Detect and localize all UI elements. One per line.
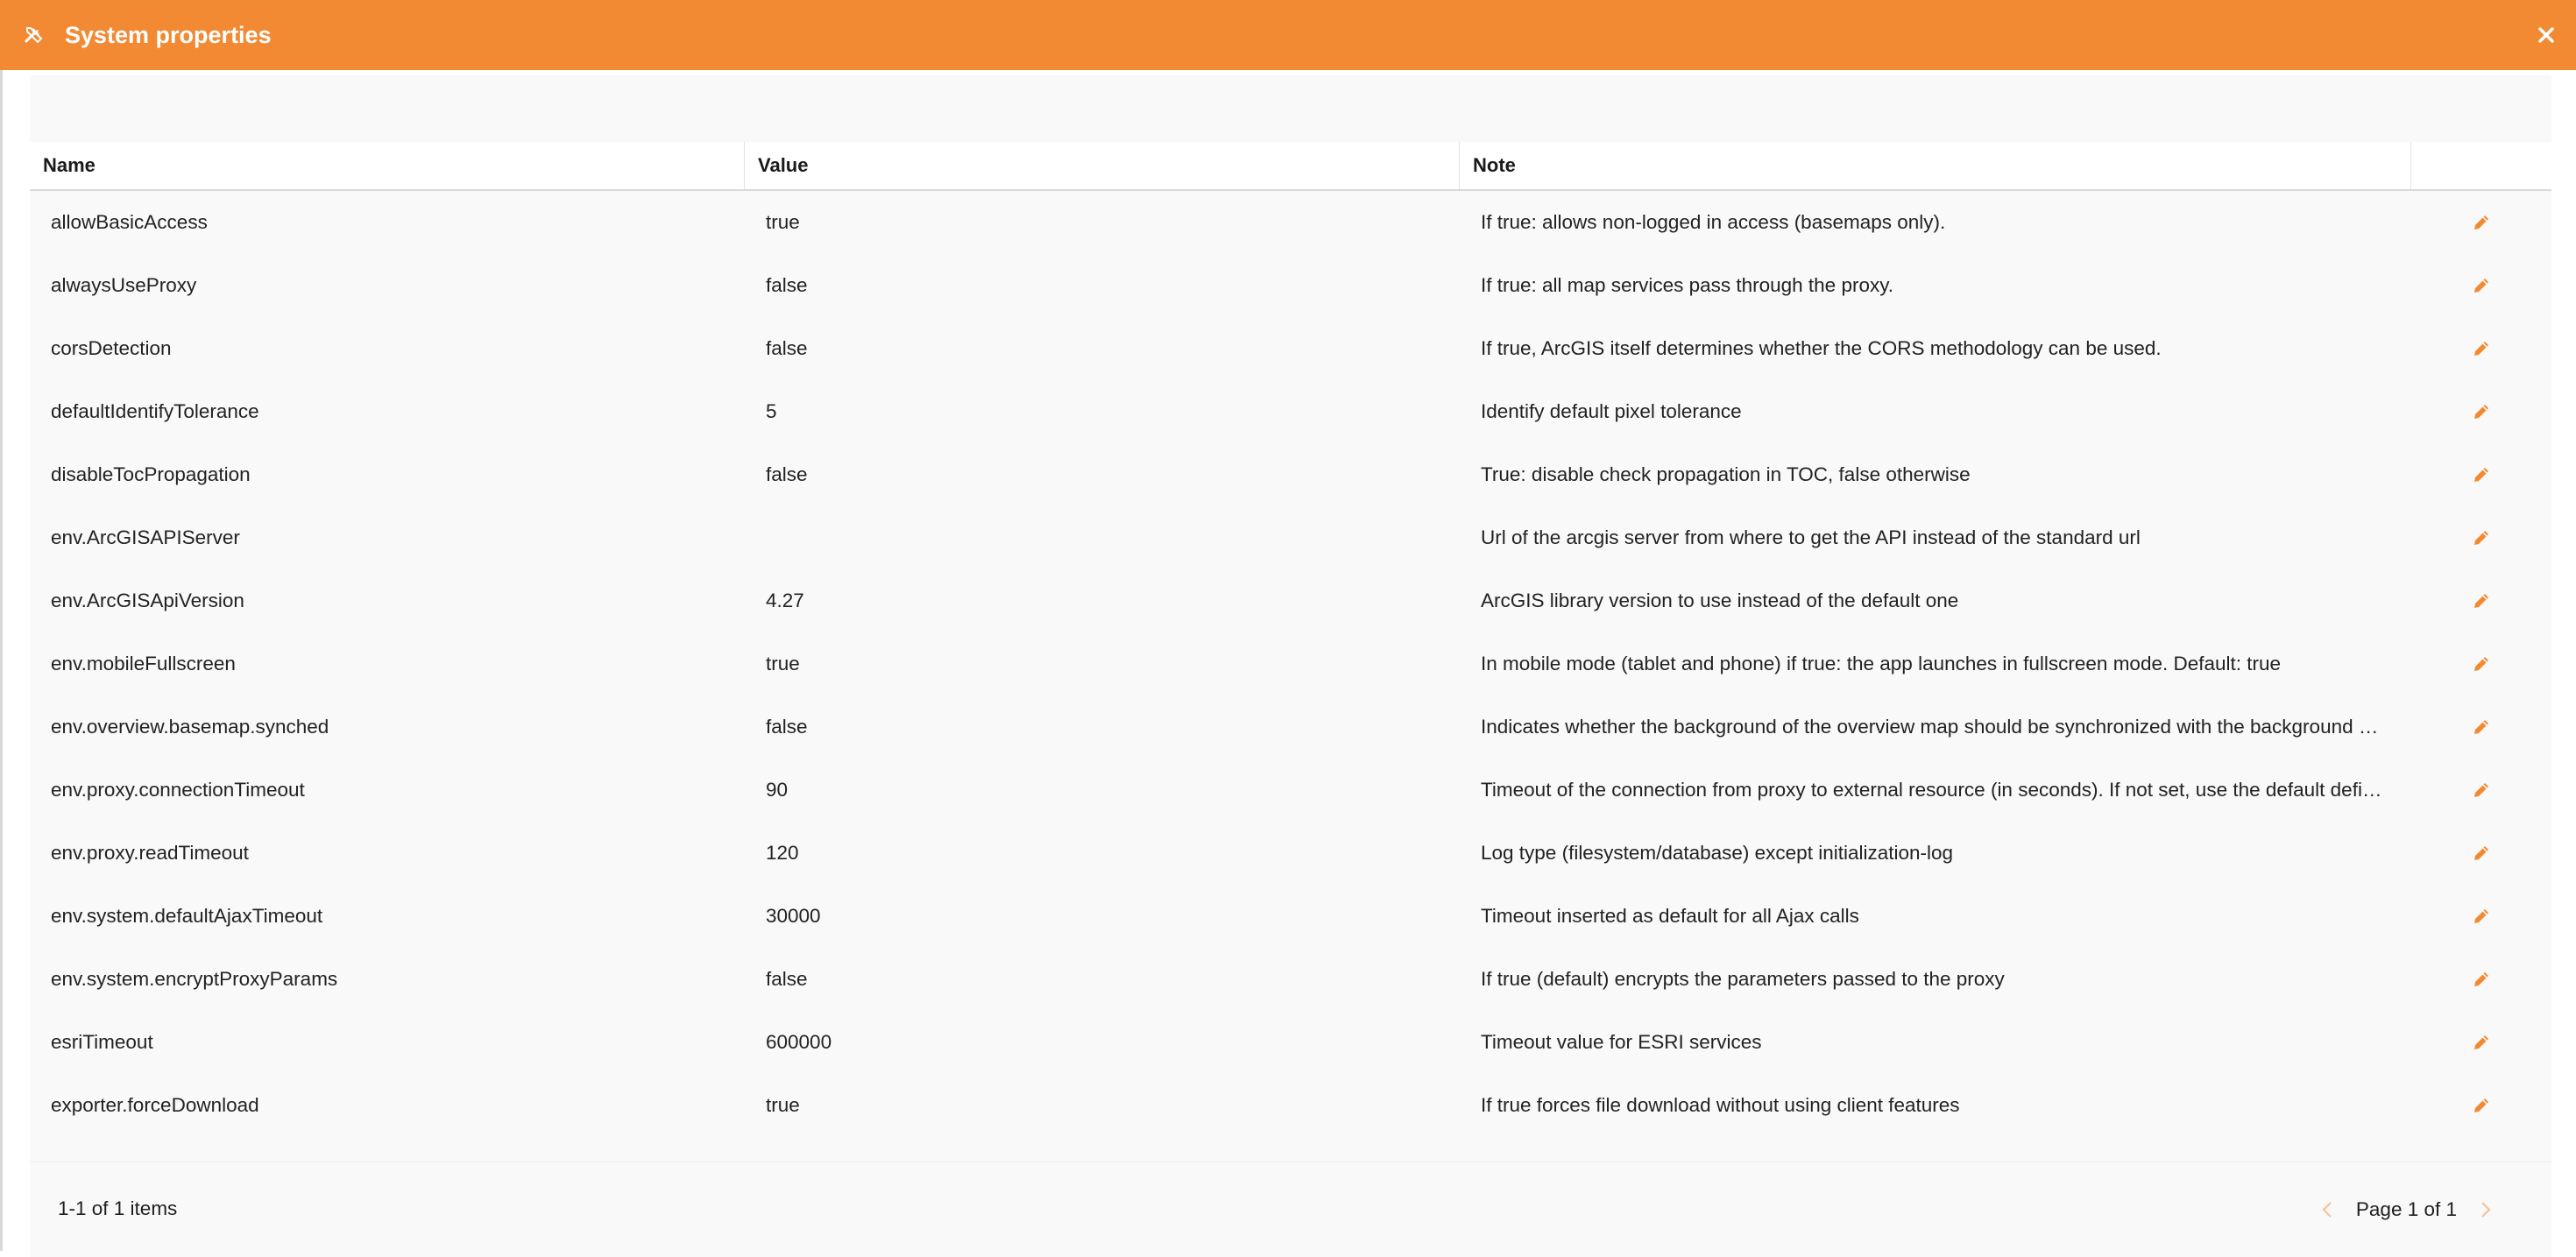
cell-value: false	[766, 968, 808, 990]
dialog-titlebar	[0, 0, 2576, 70]
cell-name: allowBasicAccess	[51, 211, 208, 233]
cell-name: corsDetection	[51, 337, 172, 359]
chevron-right-icon[interactable]	[2471, 1195, 2501, 1225]
table-row[interactable]	[30, 759, 2551, 822]
cell-actions	[2411, 632, 2551, 696]
cell-name: env.proxy.readTimeout	[51, 842, 249, 864]
column-header-actions	[2411, 142, 2551, 189]
cell-note	[1460, 948, 2411, 1011]
pencil-icon[interactable]	[2468, 588, 2495, 614]
items-count: 1-1 of 1 items	[58, 1197, 178, 1219]
cell-value: 4.27	[766, 590, 804, 611]
pencil-icon[interactable]	[2468, 840, 2495, 866]
cell-value: true	[766, 653, 800, 674]
cell-name: esriTimeout	[51, 1031, 153, 1053]
pencil-icon[interactable]	[2468, 399, 2495, 425]
cell-value: 90	[766, 779, 789, 801]
table-row[interactable]	[30, 1011, 2551, 1074]
cell-actions	[2411, 380, 2551, 443]
pencil-icon[interactable]	[2468, 1092, 2495, 1119]
cell-value: true	[766, 1094, 800, 1116]
cell-value: false	[766, 463, 808, 485]
grid-footer	[30, 1162, 2551, 1257]
table-row[interactable]	[30, 569, 2551, 632]
cell-name: env.system.defaultAjaxTimeout	[51, 905, 323, 927]
cell-value: 5	[766, 400, 777, 422]
cell-name: env.proxy.connectionTimeout	[51, 779, 305, 801]
cell-note-text: Url of the arcgis server from where to get the API instead of the standard url	[1481, 526, 2141, 548]
table-row[interactable]	[30, 822, 2551, 885]
cell-note-text: In mobile mode (tablet and phone) if true: the app launches in fullscreen mode. Default: true	[1481, 653, 2282, 674]
cell-note	[1460, 885, 2411, 948]
cell-actions	[2411, 317, 2551, 380]
table-row[interactable]	[30, 696, 2551, 759]
cell-value: false	[766, 716, 808, 738]
cell-note-text: Log type (filesystem/database) except initialization-log	[1481, 842, 1954, 864]
cell-name: disableTocPropagation	[51, 463, 251, 485]
cell-note	[1460, 1074, 2411, 1137]
pencil-icon[interactable]	[2468, 1029, 2495, 1056]
pager	[2312, 1190, 2501, 1229]
cell-note-text: Timeout inserted as default for all Ajax calls	[1481, 905, 1859, 927]
table-row[interactable]	[30, 443, 2551, 506]
cell-name: env.mobileFullscreen	[51, 653, 236, 674]
cell-name: exporter.forceDownload	[51, 1094, 259, 1116]
cell-actions	[2411, 569, 2551, 632]
grid-toolbar	[30, 75, 2551, 140]
pencil-icon[interactable]	[2468, 525, 2495, 551]
pencil-icon[interactable]	[2468, 966, 2495, 992]
cell-note	[1460, 380, 2411, 443]
cell-name: alwaysUseProxy	[51, 274, 197, 296]
cell-actions	[2411, 191, 2551, 254]
page-label: Page 1 of 1	[2355, 1198, 2457, 1220]
cell-value: 120	[766, 842, 799, 864]
cell-name: env.overview.basemap.synched	[51, 716, 329, 738]
table-row[interactable]	[30, 254, 2551, 317]
cell-note	[1460, 696, 2411, 759]
close-icon[interactable]	[2530, 19, 2562, 51]
cell-actions	[2411, 948, 2551, 1011]
table-row[interactable]	[30, 380, 2551, 443]
cell-note-text: If true, ArcGIS itself determines whether the CORS methodology can be used.	[1481, 337, 2162, 359]
dialog-left-border	[0, 70, 3, 1251]
tools-icon	[23, 24, 46, 46]
pencil-icon[interactable]	[2468, 209, 2495, 236]
cell-value: 30000	[766, 905, 821, 927]
column-header-value[interactable]: Value	[745, 142, 1460, 189]
cell-actions	[2411, 759, 2551, 822]
cell-actions	[2411, 506, 2551, 569]
column-header-note[interactable]: Note	[1460, 142, 2411, 189]
cell-note-text: If true: allows non-logged in access (basemaps only).	[1481, 211, 1946, 233]
table-row[interactable]	[30, 506, 2551, 569]
dialog-title: System properties	[65, 21, 272, 48]
cell-value: false	[766, 337, 808, 359]
pencil-icon[interactable]	[2468, 777, 2495, 803]
cell-name: defaultIdentifyTolerance	[51, 400, 259, 422]
cell-note	[1460, 759, 2411, 822]
cell-actions	[2411, 1074, 2551, 1137]
cell-note	[1460, 317, 2411, 380]
cell-note-text: ArcGIS library version to use instead of the default one	[1481, 590, 1959, 611]
cell-note	[1460, 191, 2411, 254]
cell-actions	[2411, 696, 2551, 759]
cell-name: env.ArcGISAPIServer	[51, 526, 240, 548]
cell-name: env.ArcGISApiVersion	[51, 590, 244, 611]
cell-name: env.system.encryptProxyParams	[51, 968, 338, 990]
pencil-icon[interactable]	[2468, 272, 2495, 299]
grid-body	[30, 191, 2551, 1137]
table-row[interactable]	[30, 1074, 2551, 1137]
pencil-icon[interactable]	[2468, 714, 2495, 740]
cell-actions	[2411, 254, 2551, 317]
cell-note-text: True: disable check propagation in TOC, false otherwise	[1481, 463, 1971, 485]
table-row[interactable]	[30, 317, 2551, 380]
cell-note	[1460, 254, 2411, 317]
pencil-icon[interactable]	[2468, 335, 2495, 362]
cell-note-text: Timeout of the connection from proxy to external resource (in seconds). If not set, use the default defi…	[1481, 779, 2382, 801]
chevron-left-icon[interactable]	[2312, 1195, 2342, 1225]
cell-actions	[2411, 885, 2551, 948]
cell-actions	[2411, 1011, 2551, 1074]
cell-value: false	[766, 274, 808, 296]
pencil-icon[interactable]	[2468, 462, 2495, 488]
table-row[interactable]	[30, 885, 2551, 948]
table-row[interactable]	[30, 948, 2551, 1011]
cell-value: true	[766, 211, 800, 233]
properties-panel	[30, 75, 2551, 1256]
cell-note-text: If true forces file download without using client features	[1481, 1094, 1960, 1116]
column-header-name[interactable]: Name	[30, 142, 745, 189]
cell-actions	[2411, 443, 2551, 506]
grid-header	[30, 142, 2551, 191]
cell-actions	[2411, 822, 2551, 885]
cell-note	[1460, 632, 2411, 696]
cell-note-text: If true: all map services pass through the proxy.	[1481, 274, 1894, 296]
cell-note	[1460, 1011, 2411, 1074]
cell-note	[1460, 443, 2411, 506]
pencil-icon[interactable]	[2468, 903, 2495, 929]
cell-note	[1460, 822, 2411, 885]
cell-value	[745, 506, 1460, 569]
cell-note-text: Indicates whether the background of the overview map should be synchronized with the background …	[1481, 716, 2379, 738]
cell-note	[1460, 506, 2411, 569]
cell-note-text: Timeout value for ESRI services	[1481, 1031, 1762, 1053]
pencil-icon[interactable]	[2468, 651, 2495, 677]
table-row[interactable]	[30, 632, 2551, 696]
cell-note	[1460, 569, 2411, 632]
table-row[interactable]	[30, 191, 2551, 254]
cell-value: 600000	[766, 1031, 832, 1053]
cell-note-text: If true (default) encrypts the parameters passed to the proxy	[1481, 968, 2005, 990]
cell-note-text: Identify default pixel tolerance	[1481, 400, 1742, 422]
